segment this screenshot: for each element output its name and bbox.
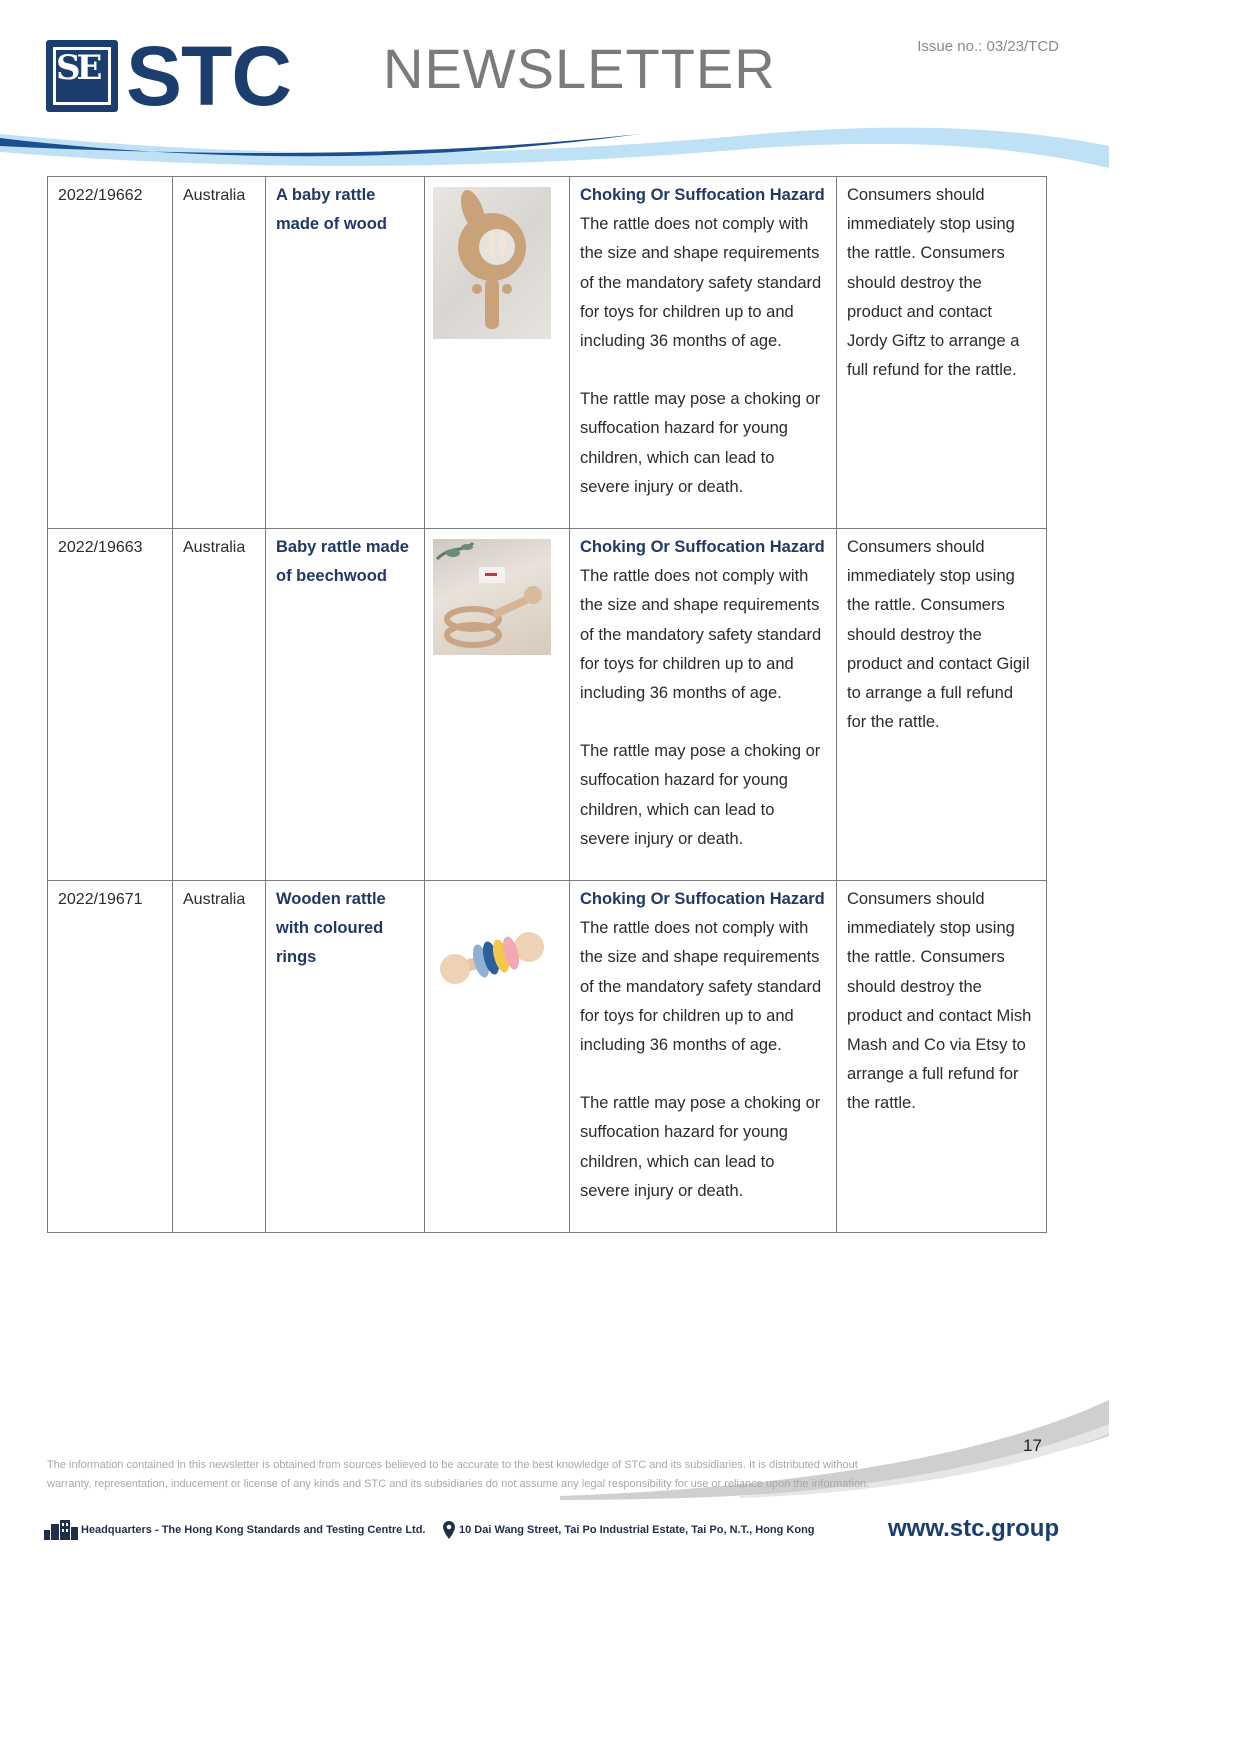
hazard-description: The rattle does not comply with the size and shape requirements of the mandatory safety standard for toys for children up to and including 36 months of age.: [580, 919, 822, 1055]
footer-bar: [44, 1515, 1064, 1546]
country: Australia: [173, 177, 266, 529]
product-image-cell: [425, 881, 570, 1233]
website-link[interactable]: www.stc.group: [888, 1515, 1060, 1542]
building-icon: [44, 1518, 78, 1540]
action-cell: Consumers should immediately stop using the rattle. Consumers should destroy the product and contact Gigil to arrange a full refund for the rattle.: [837, 529, 1047, 881]
newsletter-title: NEWSLETTER: [383, 37, 776, 100]
reference-number: 2022/19662: [48, 177, 173, 529]
recall-table: [47, 176, 1047, 1233]
hazard-cell: [570, 177, 837, 529]
location-pin-icon: [443, 1521, 455, 1539]
wooden-rattle-coloured-rings-image: [433, 919, 551, 1009]
hazard-description: The rattle does not comply with the size and shape requirements of the mandatory safety standard for toys for children up to and including 36 months of age.: [580, 215, 822, 351]
header-swoosh-decoration: [0, 120, 1109, 180]
hazard-title: Choking Or Suffocation Hazard: [580, 538, 825, 556]
hazard-cell: [570, 529, 837, 881]
hazard-consequence: The rattle may pose a choking or suffocation hazard for young children, which can lead to severe injury or death.: [580, 1094, 821, 1200]
hazard-description: The rattle does not comply with the size and shape requirements of the mandatory safety standard for toys for children up to and including 36 months of age.: [580, 567, 822, 703]
product-cell: [266, 881, 425, 1233]
table-row: [48, 529, 1047, 881]
action-cell: Consumers should immediately stop using the rattle. Consumers should destroy the product and contact Mish Mash and Co via Etsy to arrange a full refund for the rattle.: [837, 881, 1047, 1233]
hazard-title: Choking Or Suffocation Hazard: [580, 890, 825, 908]
product-name: Wooden rattle with coloured rings: [276, 890, 386, 967]
table-row: [48, 177, 1047, 529]
logo-text: STC: [126, 29, 291, 123]
product-image-cell: [425, 177, 570, 529]
headquarters-text: Headquarters - The Hong Kong Standards and Testing Centre Ltd.: [81, 1524, 426, 1536]
hazard-consequence: The rattle may pose a choking or suffocation hazard for young children, which can lead to severe injury or death.: [580, 742, 821, 848]
stc-logo-mark-icon: SE: [46, 40, 118, 112]
country: Australia: [173, 529, 266, 881]
address-text: 10 Dai Wang Street, Tai Po Industrial Estate, Tai Po, N.T., Hong Kong: [459, 1524, 815, 1536]
product-image-cell: [425, 529, 570, 881]
table-row: [48, 881, 1047, 1233]
disclaimer: The information contained in this newsletter is obtained from sources believed to be accurate to the best knowledge of STC and its subsidiaries. It is distributed without warranty, representation, inducement or license of any kinds and STC and its subsidiaries do not assume any legal responsibility for use or reliance upon the information.: [47, 1459, 870, 1490]
hazard-title: Choking Or Suffocation Hazard: [580, 186, 825, 204]
beechwood-rattle-image: [433, 539, 551, 655]
page-number: 17: [1023, 1436, 1042, 1455]
product-cell: [266, 529, 425, 881]
country: Australia: [173, 881, 266, 1233]
hazard-cell: [570, 881, 837, 1233]
action-cell: Consumers should immediately stop using the rattle. Consumers should destroy the product and contact Jordy Giftz to arrange a full refund for the rattle.: [837, 177, 1047, 529]
stc-logo: [46, 29, 316, 123]
product-name: Baby rattle made of beechwood: [276, 538, 409, 586]
product-name: A baby rattle made of wood: [276, 186, 387, 234]
issue-number: Issue no.: 03/23/TCD: [917, 38, 1059, 55]
reference-number: 2022/19663: [48, 529, 173, 881]
wooden-bunny-rattle-image: [433, 187, 551, 339]
product-cell: [266, 177, 425, 529]
hazard-consequence: The rattle may pose a choking or suffocation hazard for young children, which can lead to severe injury or death.: [580, 390, 821, 496]
reference-number: 2022/19671: [48, 881, 173, 1233]
